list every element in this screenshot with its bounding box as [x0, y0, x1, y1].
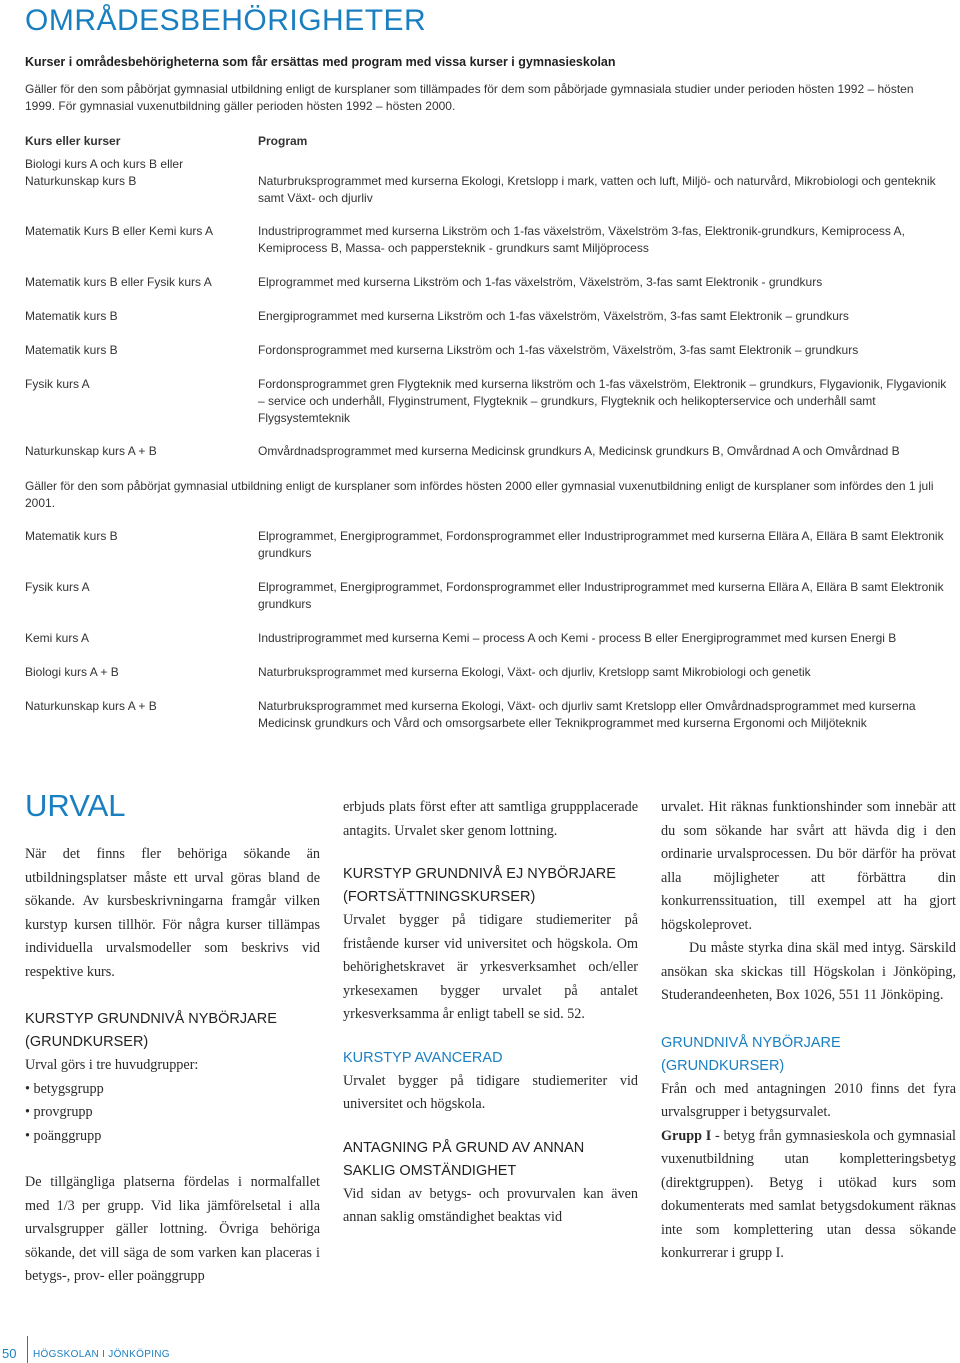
course-cell: Matematik kurs B	[25, 529, 118, 543]
program-cell: Naturbruksprogrammet med kurserna Ekologi, Växt- och djurliv samt Kretslopp eller Omvårdnadsprogrammet med kurserna Medicinsk grundkurs och Vård och omsorgsarbete eller Teknikprogrammet med kurserna Ergonomi och Miljöteknik	[258, 699, 916, 730]
course-cell: Fysik kurs A	[25, 377, 90, 391]
section-heading-grundniva-nyborjare-2: GRUNDNIVÅ NYBÖRJARE (GRUNDKURSER)	[661, 1034, 841, 1074]
section-paragraph: Från och med antagningen 2010 finns det fyra urvalsgrupper i betygsurvalet.	[661, 1080, 956, 1120]
text-column-3	[661, 796, 956, 1266]
course-cell: Naturkunskap kurs A + B	[25, 699, 157, 713]
grupp-paragraph	[661, 1125, 956, 1266]
course-cell: Biologi kurs A och kurs B eller Naturkunskap kurs B	[25, 157, 184, 188]
table1-header-program: Program	[258, 134, 308, 148]
list-item: • poänggrupp	[25, 1125, 320, 1149]
section-heading-fortsattningskurser: KURSTYP GRUNDNIVÅ EJ NYBÖRJARE (FORTSÄTTNINGSKURSER)	[343, 866, 616, 905]
program-cell: Naturbruksprogrammet med kurserna Ekologi, Växt- och djurliv, Kretslopp samt Mikrobiologi och genetik	[258, 665, 811, 679]
column-continuation: erbjuds plats först efter att samtliga gruppplacerade antagits. Urvalet sker genom lottning.	[343, 799, 638, 839]
section-paragraph: Urvalet bygger på tidigare studiemeriter vid universitet och högskola.	[343, 1072, 638, 1112]
course-cell: Matematik kurs B eller Fysik kurs A	[25, 275, 212, 289]
program-cell: Elprogrammet med kurserna Likström och 1-fas växelström, Växelström, 3-fas samt Elektronik - grundkurs	[258, 275, 823, 289]
intro-paragraph-1: Gäller för den som påbörjat gymnasial utbildning enligt de kursplaner som tillämpades för dem som påbörjade gymnasiala studier under perioden hösten 1992 – hösten 1999. För gymnasial vuxenutbildning gäller perioden hösten 1992 – hösten 2000.	[25, 82, 914, 113]
grupp-label: Grupp I	[661, 1127, 712, 1144]
program-cell: Industriprogrammet med kurserna Kemi – process A och Kemi - process B eller Energiprogrammet med kursen Energi B	[258, 631, 897, 645]
course-cell: Biologi kurs A + B	[25, 665, 119, 679]
section-subtitle: Kurser i områdesbehörigheterna som får ersättas med program med vissa kurser i gymnasieskolan	[25, 55, 616, 69]
intro-paragraph-2: Gäller för den som påbörjat gymnasial utbildning enligt de kursplaner som infördes hösten 2000 eller gymnasial vuxenutbildning enligt de kursplaner som infördes den 1 juli 2001.	[25, 479, 934, 510]
urval-heading: URVAL	[25, 788, 126, 823]
page-number: 50	[2, 1346, 17, 1361]
section-heading-avancerad: KURSTYP AVANCERAD	[343, 1049, 503, 1066]
urval-intro: När det finns fler behöriga sökande än utbildningsplatser måste ett urval göras bland de sökande. Av kursbeskrivningarna framgår vilken kurstyp kursen tillhör. För några kurser tillämpas individuella urvalsmodeller som beskrivs vid respektive kurs.	[25, 846, 320, 980]
text-column-1	[25, 843, 320, 1289]
section-paragraph: De tillgängliga platserna fördelas i normalfallet med 1/3 per grupp. Vid lika jämförelsetal i alla urvalsgrupper gäller lottning. Övriga behöriga sökande, det vill säga de som varken kan placeras i betygs-, prov- eller poänggrupp	[25, 1174, 320, 1284]
program-cell: Industriprogrammet med kurserna Likström och 1-fas växelström, Växelström 3-fas, Elektronik-grundkurs, Kemiprocess A, Kemiprocess B, Massa- och pappersteknik - grundkurs samt Miljöprocess	[258, 224, 905, 255]
section-lead: Urval görs i tre huvudgrupper:	[25, 1057, 199, 1073]
section-heading-saklig-omstandighet: ANTAGNING PÅ GRUND AV ANNAN SAKLIG OMSTÄNDIGHET	[343, 1139, 585, 1179]
section-paragraph: Du måste styrka dina skäl med intyg. Särskild ansökan ska skickas till Högskolan i Jönköping, Studerandeenheten, Box 1026, 551 11 Jönköping.	[661, 940, 956, 1003]
publisher-name: HÖGSKOLAN I JÖNKÖPING	[33, 1349, 170, 1360]
table1-header-course: Kurs eller kurser	[25, 134, 121, 148]
course-cell: Kemi kurs A	[25, 631, 90, 645]
program-cell: Elprogrammet, Energiprogrammet, Fordonsprogrammet eller Industriprogrammet med kurserna Ellära A, Ellära B samt Elektronik grundkurs	[258, 529, 944, 560]
course-cell: Fysik kurs A	[25, 580, 90, 594]
grupp-text: - betyg från gymnasieskola och gymnasial vuxenutbildning utan kompletteringsbetyg (direktgruppen). Betyg i utökad kurs som dokumenterats med samlat betygsdokument räknas inte som komplettering utan dessa sökande konkurrerar i grupp I.	[661, 1127, 956, 1261]
program-cell: Omvårdnadsprogrammet med kurserna Medicinsk grundkurs A, Medicinsk grundkurs B, Omvårdnad A och Omvårdnad B	[258, 444, 900, 458]
course-cell: Matematik kurs B	[25, 309, 118, 323]
program-cell: Naturbruksprogrammet med kurserna Ekologi, Kretslopp i mark, vatten och luft, Miljö- och naturvård, Mikrobiologi och genteknik samt Växt- och djurliv	[258, 174, 936, 205]
page-title: OMRÅDESBEHÖRIGHETER	[25, 4, 427, 37]
page-footer	[0, 1336, 300, 1363]
section-heading-grundniva-nyborjare: KURSTYP GRUNDNIVÅ NYBÖRJARE (GRUNDKURSER)	[25, 1011, 277, 1050]
program-cell: Energiprogrammet med kurserna Likström och 1-fas växelström, Växelström, 3-fas samt Elektronik – grundkurs	[258, 309, 849, 323]
text-column-2	[343, 796, 638, 1230]
list-item: • betygsgrupp	[25, 1078, 320, 1102]
program-cell: Elprogrammet, Energiprogrammet, Fordonsprogrammet eller Industriprogrammet med kurserna Ellära A, Ellära B samt Elektronik grundkurs	[258, 580, 944, 611]
course-cell: Matematik Kurs B eller Kemi kurs A	[25, 224, 214, 238]
section-paragraph: Urvalet bygger på tidigare studiemeriter på fristående kurser vid universitet och högskola. Om behörighetskravet är yrkesverksamhet och/eller yrkesexamen bygger urvalet på antalet yrkesverksamma år enligt tabell se sid. 52.	[343, 912, 638, 1022]
footer-divider	[27, 1336, 28, 1363]
list-item: • provgrupp	[25, 1101, 320, 1125]
program-cell: Fordonsprogrammet gren Flygteknik med kurserna likström och 1-fas växelström, Elektronik – grundkurs, Flygavionik, Flygavionik – service och underhåll, Flyginstrument, Flygteknik – grundkurs, Flygteknik och helikopterservice och underhåll samt Flygsystemteknik	[258, 377, 947, 425]
program-cell: Fordonsprogrammet med kurserna Likström och 1-fas växelström, Växelström, 3-fas samt Elektronik – grundkurs	[258, 343, 859, 357]
column-continuation: urvalet. Hit räknas funktionshinder som innebär att du som sökande har svårt att hävda dig i den ordinarie urvalsprocessen. Du bör därför ha prövat alla möjligheter att förbättra din konkurrenssituation, till exempel att ha gjort högskoleprovet.	[661, 799, 956, 933]
course-cell: Naturkunskap kurs A + B	[25, 444, 157, 458]
course-cell: Matematik kurs B	[25, 343, 118, 357]
groups-list	[25, 1078, 320, 1149]
section-paragraph: Vid sidan av betygs- och provurvalen kan även annan saklig omständighet beaktas vid	[343, 1185, 638, 1225]
